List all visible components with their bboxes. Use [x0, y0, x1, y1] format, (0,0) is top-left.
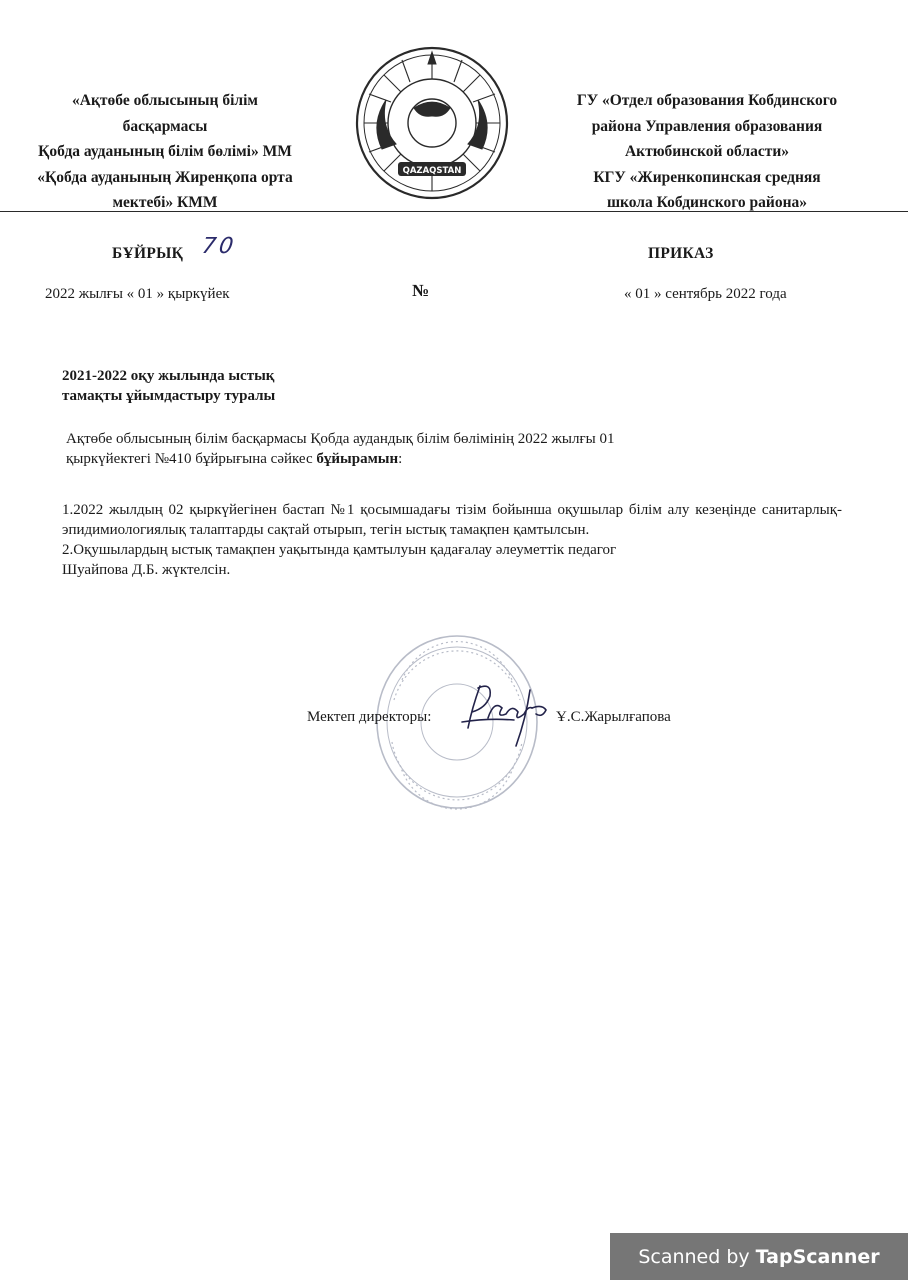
emblem-text: QAZAQSTAN — [402, 166, 462, 176]
order-subject — [62, 366, 275, 406]
header-right-org — [548, 88, 866, 216]
signatory-role: Мектеп директоры: — [307, 709, 432, 725]
header-right-line: района Управления образования — [591, 117, 823, 135]
intro-line: Ақтөбе облысының білім басқармасы Қобда аудандық білім бөлімінің 2022 жылғы 01 — [66, 431, 615, 447]
intro-line-text: қыркүйектегі №410 бұйрығына сәйкес — [66, 451, 317, 467]
header-right-line: школа Кобдинского района» — [606, 194, 808, 211]
header-left-line: «Қобда ауданының Жиренқопа орта — [37, 168, 293, 186]
order-item-1: 1.2022 жылдың 02 қыркүйегінен бастап №1 қосымшадағы тізім бойынша оқушылар білім алу кезеңінде санитарлық-эпидимиологиялық талаптарды сақтай отырып, тегін ыстық тамақпен қамтылсын. — [62, 502, 842, 538]
order-item-2 — [62, 540, 842, 580]
order-items — [62, 500, 842, 580]
order-date-kz: 2022 жылғы « 01 » қыркүйек — [45, 286, 230, 302]
scanner-watermark-badge — [610, 1233, 908, 1280]
header-left-line: мектебі» КММ — [112, 194, 218, 211]
header-right-line: КГУ «Жиренкопинская средняя — [593, 168, 821, 186]
header-left-line: басқармасы — [122, 117, 208, 135]
kazakhstan-state-emblem-icon — [352, 44, 512, 202]
header-right-line: ГУ «Отдел образования Кобдинского — [576, 92, 838, 109]
header-right-line: Актюбинской области» — [624, 143, 790, 160]
subject-line: 2021-2022 оқу жылында ыстық — [62, 368, 275, 384]
handwritten-signature-icon — [458, 678, 554, 748]
header-divider — [0, 211, 908, 212]
order-title-ru: ПРИКАЗ — [648, 245, 714, 262]
order-item-2-line: Шуайпова Д.Б. жүктелсін. — [62, 562, 231, 578]
order-number-sign: № — [412, 281, 430, 300]
header-left-org — [0, 88, 330, 216]
order-date-ru: « 01 » сентябрь 2022 года — [624, 286, 787, 302]
header-left-line: Қобда ауданының білім бөлімі» ММ — [38, 143, 292, 160]
intro-bold-word: бұйырамын — [316, 451, 399, 467]
watermark-prefix: Scanned by — [638, 1245, 750, 1268]
intro-paragraph — [66, 429, 614, 469]
signatory-name: Ұ.С.Жарылғапова — [556, 709, 671, 725]
watermark-brand: TapScanner — [755, 1245, 880, 1268]
order-title-kz: БҰЙРЫҚ — [112, 245, 184, 262]
intro-line-suffix: : — [398, 451, 403, 467]
order-item-2-line: 2.Оқушылардың ыстық тамақпен уақытында қамтылуын қадағалау әлеуметтік педагог — [62, 542, 617, 558]
handwritten-order-number: 70 — [200, 234, 238, 259]
subject-line: тамақты ұйымдастыру туралы — [62, 388, 276, 404]
header-left-line: «Ақтөбе облысының білім — [72, 92, 258, 109]
intro-line — [66, 449, 614, 469]
